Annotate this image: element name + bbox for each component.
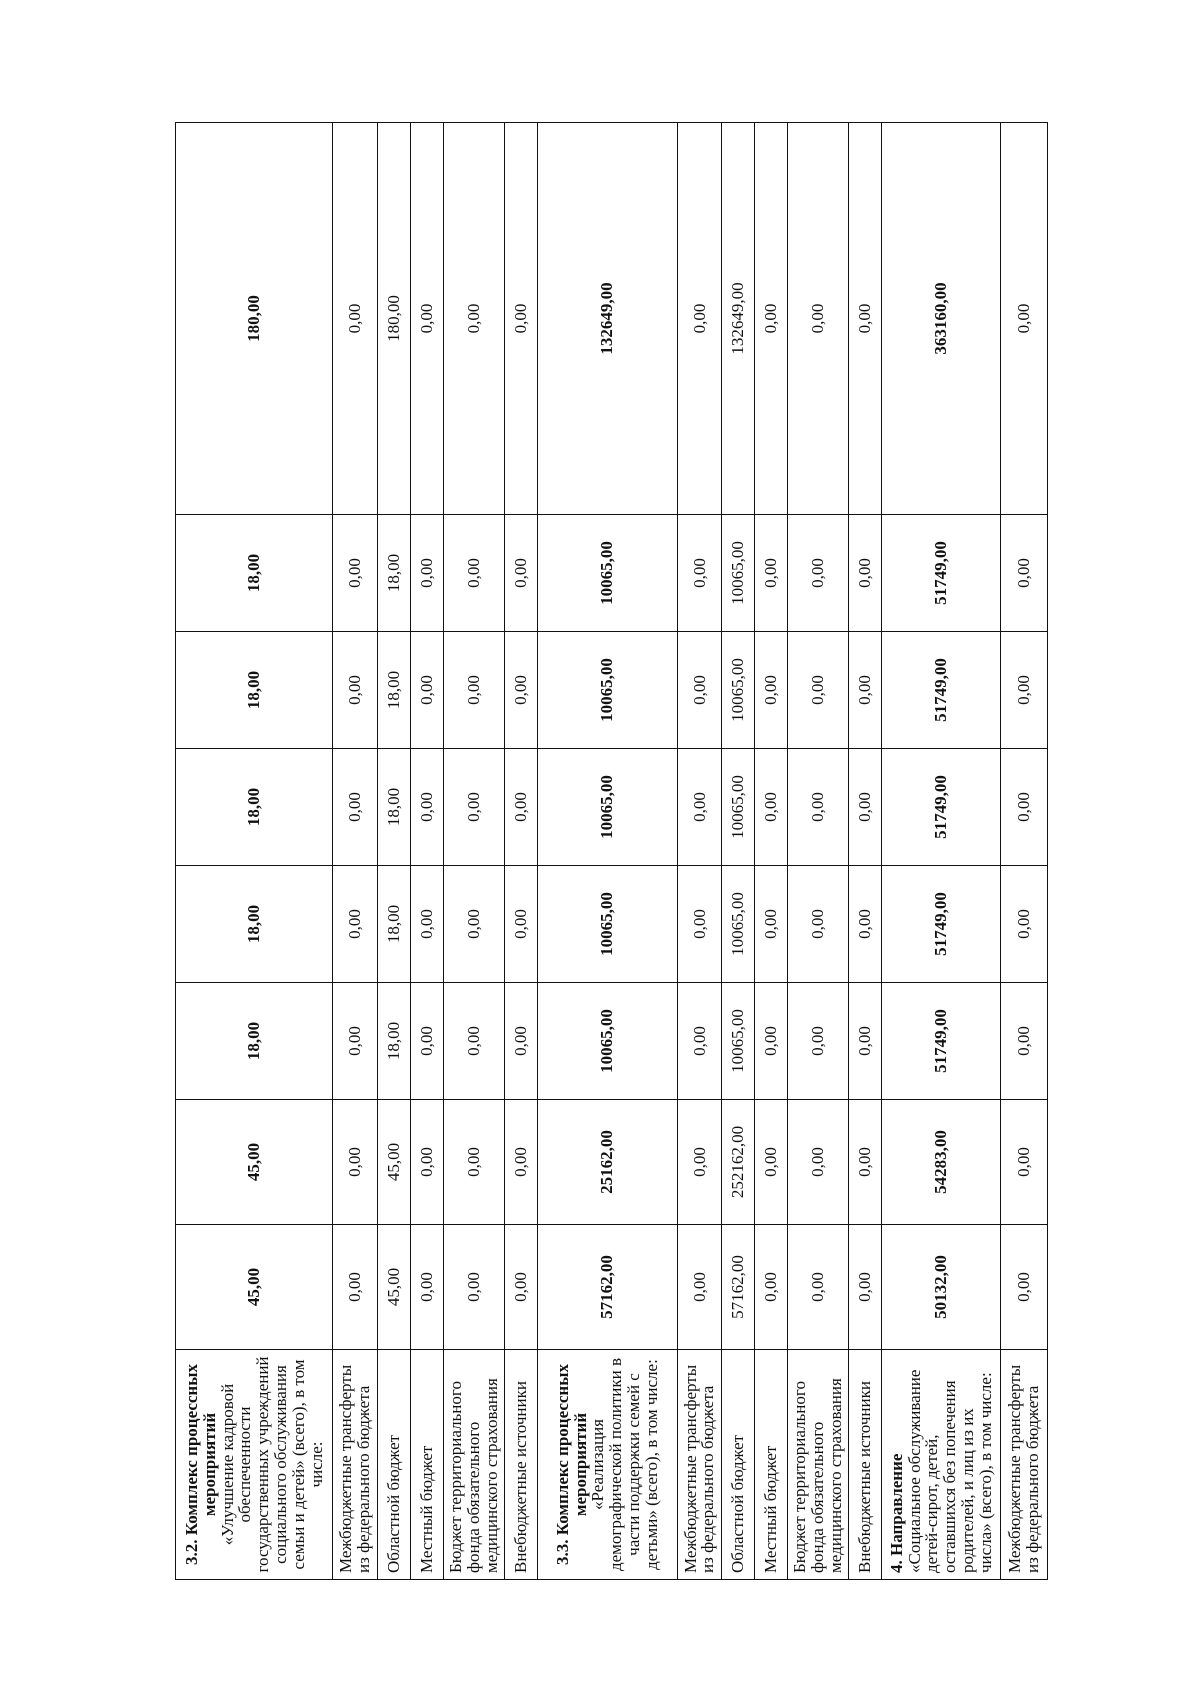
value-cell: 0,00: [677, 1100, 722, 1225]
row-label: Внебюджетные источники: [849, 1350, 882, 1580]
value-cell: 0,00: [444, 1100, 505, 1225]
value-cell: 10065,00: [537, 866, 677, 983]
value-cell: 252162,00: [722, 1100, 755, 1225]
value-cell: 0,00: [444, 632, 505, 749]
value-cell: 0,00: [849, 1100, 882, 1225]
value-cell: 0,00: [755, 123, 788, 515]
row-description: «Реализация демографической политики в части поддержки семей с детьми» (всего), в том числе:: [588, 1358, 661, 1572]
value-cell: 0,00: [444, 1225, 505, 1350]
value-cell: 0,00: [333, 1100, 378, 1225]
value-cell: 0,00: [1001, 866, 1048, 983]
value-cell: 0,00: [411, 1225, 444, 1350]
value-cell: 10065,00: [537, 749, 677, 866]
value-cell: 18,00: [176, 983, 333, 1100]
value-cell: 57162,00: [537, 1225, 677, 1350]
value-cell: 132649,00: [722, 123, 755, 515]
value-cell: 0,00: [677, 123, 722, 515]
value-cell: 0,00: [504, 123, 537, 515]
value-cell: 0,00: [504, 866, 537, 983]
value-cell: 0,00: [788, 123, 849, 515]
value-cell: 0,00: [849, 632, 882, 749]
value-cell: 0,00: [1001, 1100, 1048, 1225]
table-row: [722, 123, 755, 1580]
row-label: Межбюджетные трансферты из федерального бюджета: [677, 1350, 722, 1580]
table-row: [444, 123, 505, 1580]
value-cell: 0,00: [677, 1225, 722, 1350]
value-cell: 0,00: [504, 983, 537, 1100]
value-cell: 0,00: [849, 1225, 882, 1350]
value-cell: 18,00: [176, 749, 333, 866]
value-cell: 0,00: [755, 515, 788, 632]
row-label: Местный бюджет: [411, 1350, 444, 1580]
value-cell: 180,00: [377, 123, 410, 515]
budget-table: [175, 122, 1048, 1580]
value-cell: 54283,00: [882, 1100, 1001, 1225]
row-label: Бюджет территориального фонда обязательного медицинского страхования: [788, 1350, 849, 1580]
value-cell: 0,00: [849, 749, 882, 866]
value-cell: 50132,00: [882, 1225, 1001, 1350]
row-title: 3.2. Комплекс процессных мероприятий: [181, 1364, 219, 1565]
value-cell: 0,00: [677, 749, 722, 866]
value-cell: 0,00: [755, 1225, 788, 1350]
table-row: [176, 123, 333, 1580]
table-row: [882, 123, 1001, 1580]
table-body: [176, 123, 1048, 1580]
table-row: [849, 123, 882, 1580]
value-cell: 0,00: [788, 1100, 849, 1225]
value-cell: 18,00: [176, 632, 333, 749]
row-label: Местный бюджет: [755, 1350, 788, 1580]
value-cell: 0,00: [849, 983, 882, 1100]
value-cell: 45,00: [176, 1225, 333, 1350]
value-cell: 51749,00: [882, 983, 1001, 1100]
value-cell: 0,00: [333, 632, 378, 749]
value-cell: 10065,00: [537, 983, 677, 1100]
value-cell: 18,00: [377, 515, 410, 632]
value-cell: 0,00: [788, 749, 849, 866]
table-row: [333, 123, 378, 1580]
value-cell: 0,00: [788, 632, 849, 749]
value-cell: 45,00: [176, 1100, 333, 1225]
value-cell: 10065,00: [722, 749, 755, 866]
table-row: [411, 123, 444, 1580]
value-cell: 0,00: [411, 515, 444, 632]
value-cell: 0,00: [755, 866, 788, 983]
value-cell: 0,00: [444, 123, 505, 515]
value-cell: 363160,00: [882, 123, 1001, 515]
value-cell: 0,00: [411, 632, 444, 749]
table-row: [788, 123, 849, 1580]
value-cell: 51749,00: [882, 515, 1001, 632]
value-cell: 0,00: [411, 866, 444, 983]
value-cell: 0,00: [1001, 515, 1048, 632]
row-label: Областной бюджет: [377, 1350, 410, 1580]
row-label: Областной бюджет: [722, 1350, 755, 1580]
row-label: Межбюджетные трансферты из федерального бюджета: [333, 1350, 378, 1580]
value-cell: 0,00: [333, 866, 378, 983]
value-cell: 18,00: [377, 866, 410, 983]
value-cell: 10065,00: [722, 983, 755, 1100]
value-cell: 0,00: [504, 632, 537, 749]
value-cell: 132649,00: [537, 123, 677, 515]
value-cell: 57162,00: [722, 1225, 755, 1350]
value-cell: 0,00: [788, 983, 849, 1100]
table-row: [504, 123, 537, 1580]
value-cell: 0,00: [333, 983, 378, 1100]
row-label: Внебюджетные источники: [504, 1350, 537, 1580]
value-cell: 10065,00: [722, 632, 755, 749]
value-cell: 0,00: [504, 1225, 537, 1350]
value-cell: 0,00: [849, 123, 882, 515]
value-cell: 0,00: [1001, 632, 1048, 749]
value-cell: 0,00: [504, 515, 537, 632]
value-cell: 0,00: [755, 749, 788, 866]
table-row: [755, 123, 788, 1580]
value-cell: 0,00: [504, 749, 537, 866]
row-description: «Социальное обслуживание детей-сирот, детей, оставшихся без попечения родителей, и лиц из их числа» (всего), в том числе:: [904, 1369, 995, 1573]
value-cell: 51749,00: [882, 866, 1001, 983]
value-cell: 0,00: [1001, 983, 1048, 1100]
table-row: [677, 123, 722, 1580]
value-cell: 51749,00: [882, 632, 1001, 749]
value-cell: 0,00: [849, 866, 882, 983]
value-cell: 45,00: [377, 1225, 410, 1350]
value-cell: 0,00: [849, 515, 882, 632]
value-cell: 0,00: [411, 749, 444, 866]
table-row: [1001, 123, 1048, 1580]
value-cell: 0,00: [333, 123, 378, 515]
value-cell: 0,00: [755, 983, 788, 1100]
value-cell: 0,00: [1001, 123, 1048, 515]
value-cell: 0,00: [444, 749, 505, 866]
value-cell: 0,00: [333, 749, 378, 866]
table-row: [537, 123, 677, 1580]
value-cell: 45,00: [377, 1100, 410, 1225]
value-cell: 0,00: [677, 515, 722, 632]
table-row: [377, 123, 410, 1580]
value-cell: 0,00: [333, 515, 378, 632]
value-cell: 0,00: [444, 515, 505, 632]
value-cell: 180,00: [176, 123, 333, 515]
row-label: [882, 1350, 1001, 1580]
value-cell: 0,00: [504, 1100, 537, 1225]
value-cell: 18,00: [377, 983, 410, 1100]
value-cell: 0,00: [677, 632, 722, 749]
value-cell: 25162,00: [537, 1100, 677, 1225]
row-title: 4. Направление: [886, 1453, 906, 1573]
value-cell: 0,00: [788, 866, 849, 983]
row-label: Межбюджетные трансферты из федерального бюджета: [1001, 1350, 1048, 1580]
row-description: «Улучшение кадровой обеспеченности государственных учреждений социального обслуживания семьи и детей» (всего), в том числе:: [217, 1356, 326, 1573]
value-cell: 0,00: [411, 123, 444, 515]
value-cell: 0,00: [411, 1100, 444, 1225]
value-cell: 18,00: [377, 632, 410, 749]
value-cell: 0,00: [1001, 749, 1048, 866]
value-cell: 10065,00: [537, 632, 677, 749]
value-cell: 10065,00: [722, 515, 755, 632]
value-cell: 0,00: [755, 1100, 788, 1225]
value-cell: 0,00: [411, 983, 444, 1100]
value-cell: 0,00: [677, 983, 722, 1100]
value-cell: 0,00: [755, 632, 788, 749]
value-cell: 18,00: [176, 515, 333, 632]
row-title: 3.3. Комплекс процессных мероприятий: [552, 1364, 590, 1565]
value-cell: 0,00: [333, 1225, 378, 1350]
value-cell: 10065,00: [537, 515, 677, 632]
value-cell: 0,00: [444, 866, 505, 983]
value-cell: 51749,00: [882, 749, 1001, 866]
row-label: [176, 1350, 333, 1580]
row-label: Бюджет территориального фонда обязательного медицинского страхования: [444, 1350, 505, 1580]
value-cell: 0,00: [444, 983, 505, 1100]
value-cell: 18,00: [377, 749, 410, 866]
value-cell: 0,00: [1001, 1225, 1048, 1350]
value-cell: 10065,00: [722, 866, 755, 983]
value-cell: 0,00: [788, 1225, 849, 1350]
rotated-page: [175, 123, 1048, 1580]
value-cell: 18,00: [176, 866, 333, 983]
row-label: [537, 1350, 677, 1580]
value-cell: 0,00: [677, 866, 722, 983]
value-cell: 0,00: [788, 515, 849, 632]
